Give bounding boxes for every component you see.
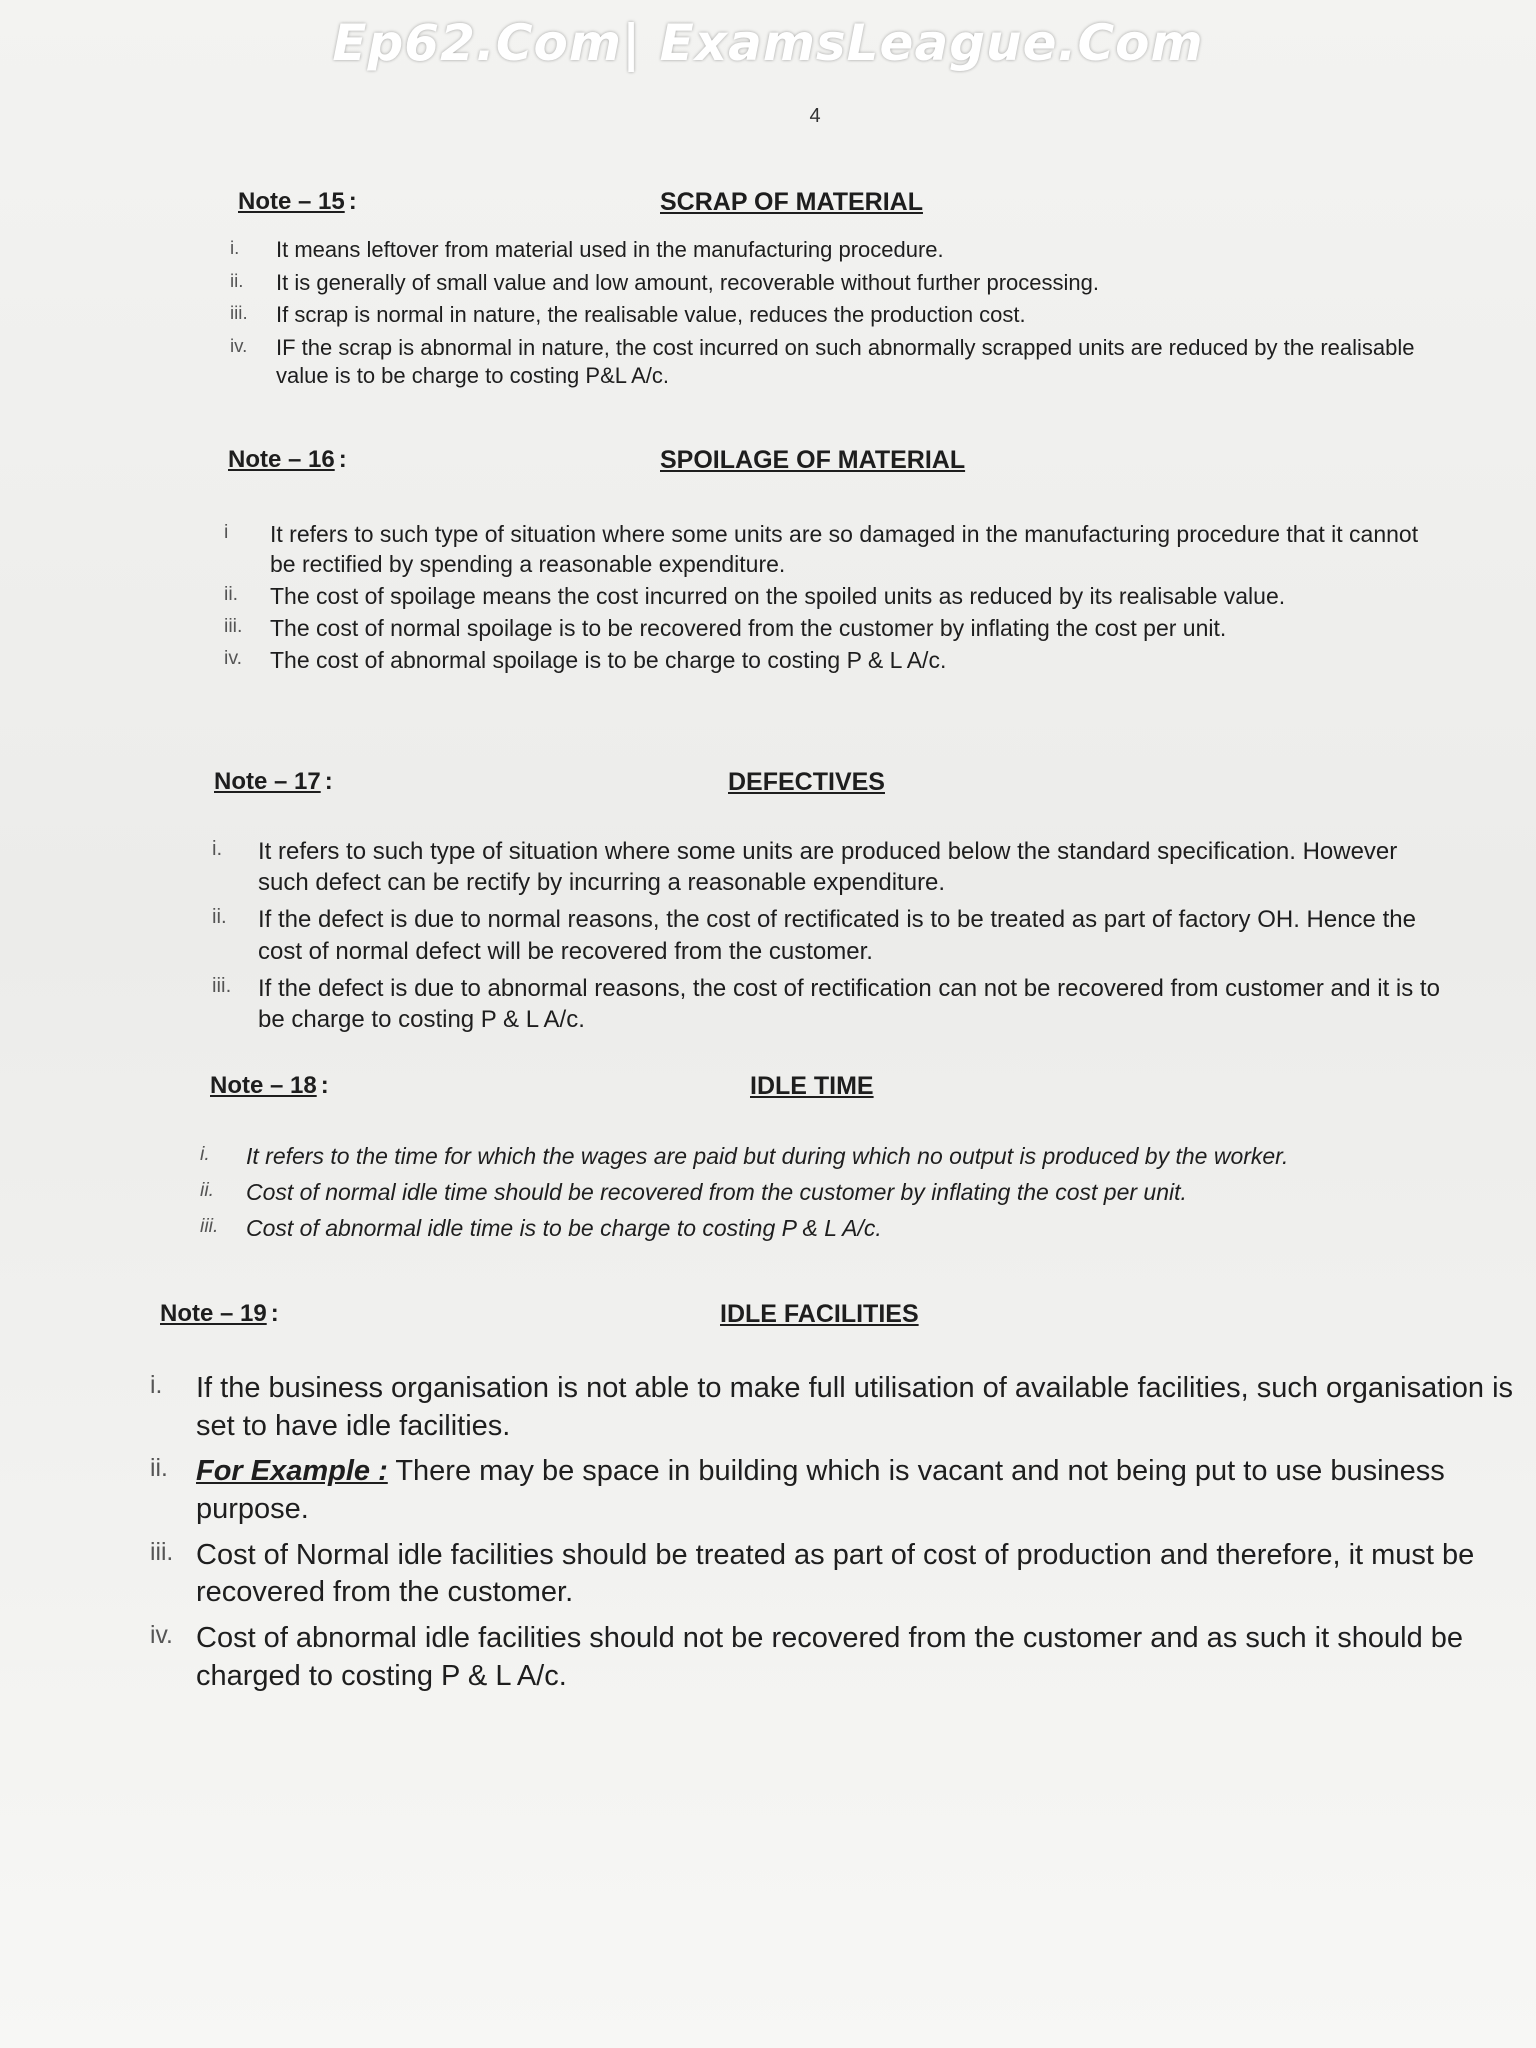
- note-items: [214, 836, 1444, 1035]
- list-item: iii. The cost of normal spoilage is to be recovered from the customer by inflating the cost per unit.: [224, 614, 1227, 641]
- note-title: DEFECTIVES: [728, 768, 885, 796]
- note-items: [230, 236, 1418, 391]
- list-item: i. It means leftover from material used in the manufacturing procedure.: [230, 237, 944, 262]
- note-header: [228, 446, 1424, 486]
- note-label: Note – 17 :: [214, 768, 333, 795]
- list-item: iii. If the defect is due to abnormal reasons, the cost of rectification can not be recovered from customer and it is to be charge to costing P & L A/c.: [212, 974, 1440, 1033]
- list-item: ii. The cost of spoilage means the cost incurred on the spoiled units as reduced by its realisable value.: [224, 582, 1286, 609]
- list-item: i. If the business organisation is not able to make full utilisation of available facilities, such organisation is set to have idle facilities.: [150, 1372, 1514, 1442]
- watermark: Ep62.Com| ExamsLeague.Com: [332, 14, 1204, 72]
- list-item: iii. If scrap is normal in nature, the realisable value, reduces the production cost.: [230, 302, 1026, 328]
- list-item: iii. Cost of abnormal idle time is to be charge to costing P & L A/c.: [200, 1214, 882, 1241]
- note-header: [210, 1072, 1460, 1112]
- list-item: ii. Cost of normal idle time should be recovered from the customer by inflating the cost per unit.: [200, 1178, 1187, 1205]
- list-item: iii. Cost of Normal idle facilities should be treated as part of cost of production and therefore, it must be recovered from the customer.: [150, 1538, 1475, 1609]
- list-item: iv. Cost of abnormal idle facilities should not be recovered from the customer and as such it should be charged to costing P & L A/c.: [150, 1622, 1464, 1692]
- note-title: IDLE FACILITIES: [720, 1300, 919, 1328]
- list-item: i It refers to such type of situation where some units are so damaged in the manufacturing procedure that it cannot be rectified by spending a reasonable expenditure.: [224, 521, 1419, 577]
- list-item: ii. It is generally of small value and low amount, recoverable without further processing.: [230, 269, 1099, 295]
- note-items: [200, 1142, 1460, 1244]
- note-label: Note – 18 :: [210, 1072, 329, 1099]
- note-17: [214, 768, 1444, 1035]
- note-title: SPOILAGE OF MATERIAL: [660, 446, 966, 474]
- list-item: i. It refers to such type of situation where some units are produced below the standard specification. However such defect can be rectify by incurring a reasonable expenditure.: [212, 838, 1398, 897]
- note-items: [224, 520, 1424, 675]
- note-title: SCRAP OF MATERIAL: [660, 188, 923, 216]
- note-header: [214, 768, 1444, 808]
- note-18: [200, 1072, 1460, 1244]
- example-lead: For Example :: [196, 1455, 388, 1488]
- note-items: [150, 1370, 1526, 1696]
- note-15: [230, 188, 1418, 391]
- list-item: ii. If the defect is due to normal reasons, the cost of rectificated is to be treated as part of factory OH. Hence the cost of normal defect will be recovered from the customer.: [212, 906, 1416, 965]
- list-item: i. It refers to the time for which the wages are paid but during which no output is produced by the worker.: [200, 1143, 1289, 1169]
- list-item: iv. IF the scrap is abnormal in nature, the cost incurred on such abnormally scrapped units are reduced by the realisable value is to be charge to costing P&L A/c.: [230, 334, 1415, 389]
- list-item: ii. For Example : There may be space in building which is vacant and not being put to use business purpose.: [150, 1455, 1445, 1526]
- note-header: [160, 1300, 1526, 1340]
- note-19: [150, 1300, 1526, 1696]
- note-label: Note – 15 :: [238, 188, 357, 215]
- note-title: IDLE TIME: [750, 1072, 874, 1100]
- note-label: Note – 19 :: [160, 1300, 279, 1327]
- page-number: 4: [809, 105, 821, 127]
- note-header: [238, 188, 1418, 228]
- list-item: iv. The cost of abnormal spoilage is to be charge to costing P & L A/c.: [224, 646, 947, 673]
- note-16: [224, 446, 1424, 675]
- note-label: Note – 16 :: [228, 446, 347, 473]
